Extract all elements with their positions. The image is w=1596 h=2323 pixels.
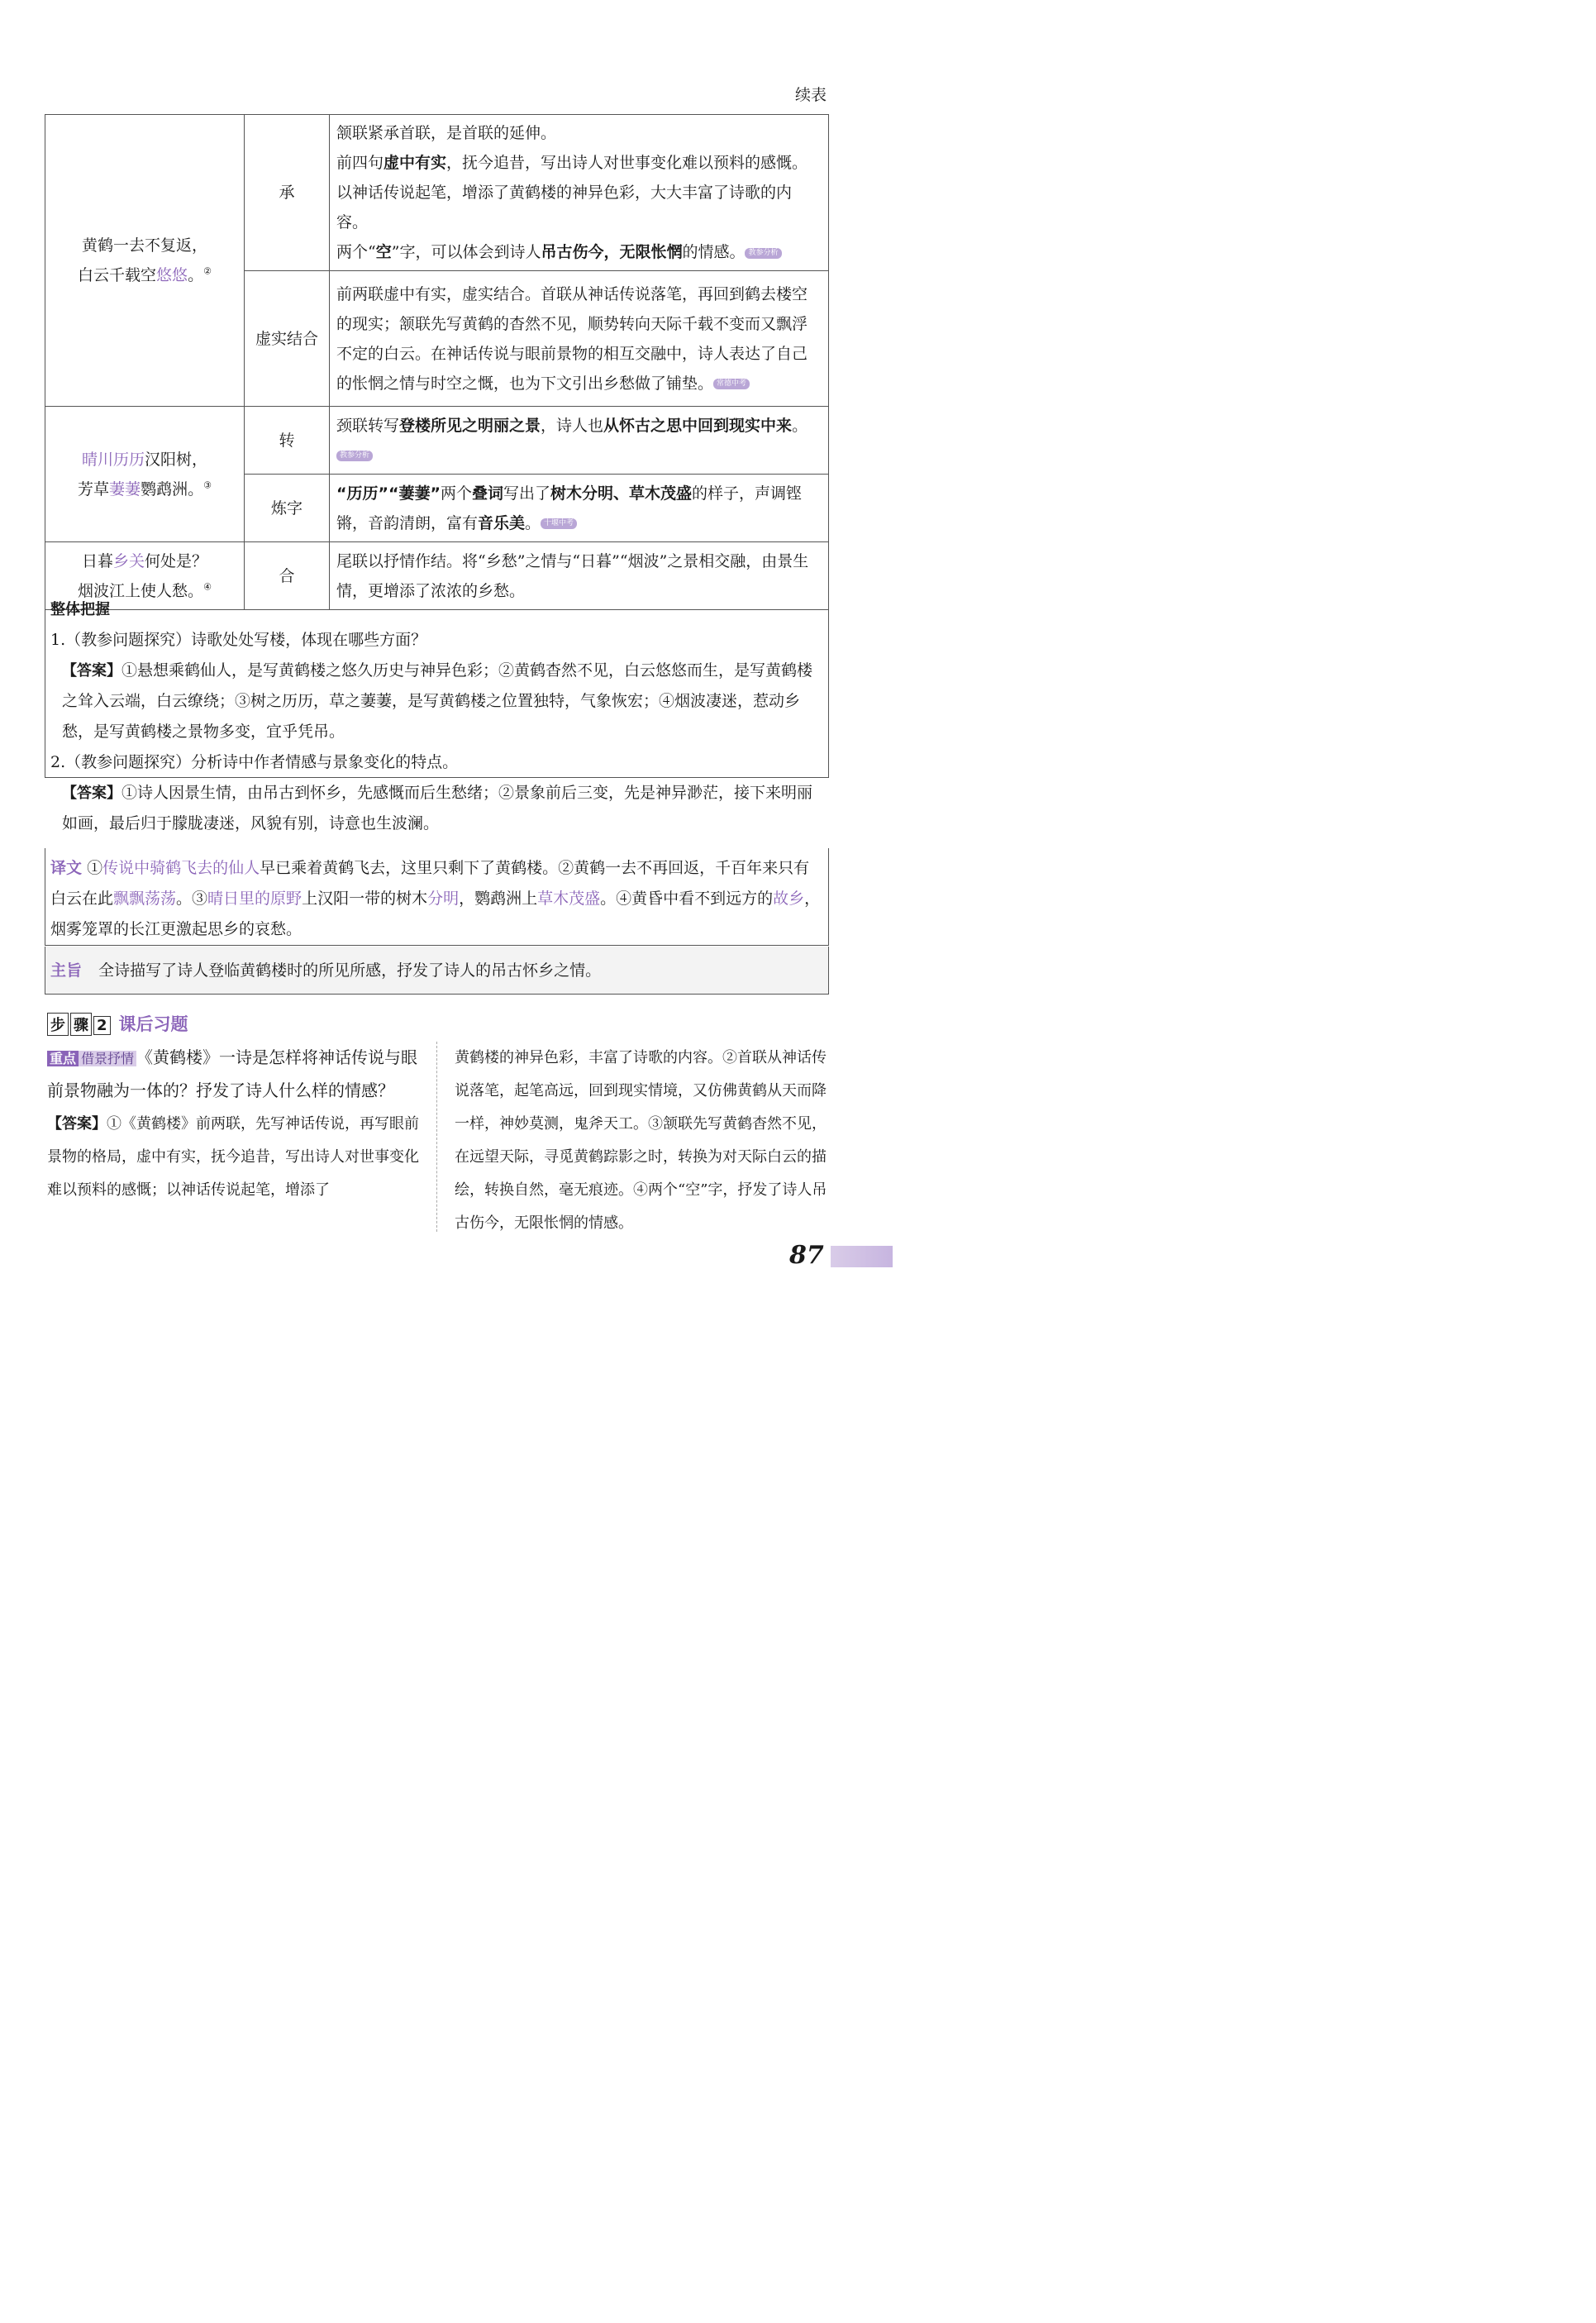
step-title: 课后习题 — [118, 1014, 188, 1034]
lianzi-key-3: 树木分明、草木茂盛 — [550, 484, 693, 503]
poem-line: 日暮 — [81, 551, 113, 570]
lianzi-d: 写出了 — [503, 484, 550, 503]
zhuan-e: 。 — [792, 416, 808, 435]
translation-part: ，鹦鹉洲上 — [459, 890, 538, 908]
poem-keyword: 晴川历历 — [81, 450, 145, 469]
translation-highlight: 故乡 — [773, 890, 805, 908]
step-heading — [47, 1011, 188, 1036]
theme-label: 主旨 — [50, 961, 83, 980]
translation-highlight: 飘飘荡荡 — [113, 890, 177, 908]
cheng-key-2: 空 — [375, 243, 392, 261]
cheng-line-2a: 前四句 — [336, 154, 384, 172]
theme-text: 全诗描写了诗人登临黄鹤楼时的所见所感，抒发了诗人的吊古怀乡之情。 — [98, 961, 602, 980]
cheng-key-3: 吊古伤今，无限怅惘 — [541, 243, 683, 261]
translation-part: 上汉阳一带的树木 — [302, 890, 428, 908]
cheng-line-4e: 的情感。 — [682, 243, 746, 261]
translation-part: ，烟雾笼罩的长江更激起思乡的哀愁。 — [50, 890, 821, 938]
translation-highlight: 晴日里的原野 — [207, 890, 303, 908]
label-lianzi: 炼字 — [245, 475, 330, 542]
xushi-text — [330, 271, 829, 407]
cheng-line-1: 颔联紧承首联，是首联的延伸。 — [336, 124, 557, 142]
page-number: 87 — [789, 1241, 824, 1270]
exercise-question: 《黄鹤楼》一诗是怎样将神话传说与眼前景物融为一体的？抒发了诗人什么样的情感？ — [47, 1047, 418, 1100]
label-cheng: 承 — [245, 115, 330, 271]
translation-label: 译文 — [50, 859, 83, 877]
zhuan-key-1: 登楼所见之明丽之景 — [399, 416, 541, 435]
cheng-line-3: 以神话传说起笔，增添了黄鹤楼的神异色彩，大大丰富了诗歌的内容。 — [336, 184, 793, 231]
zhuan-c: ，诗人也 — [541, 416, 604, 435]
note-mark: ② — [203, 265, 212, 277]
lianzi-b: 两个 — [440, 484, 472, 503]
source-tag: 常德中考 — [713, 379, 750, 389]
translation-part: 早已乘着黄鹤飞去，这里只剩下了黄鹤楼。②黄鹤一去不再回返，千百年来只有白云在此 — [50, 859, 810, 908]
poem-line: 芳草 — [78, 479, 110, 498]
exercise-answer-right: 黄鹤楼的神异色彩，丰富了诗歌的内容。②首联从神话传说落笔，起笔高远，回到现实情境，又仿佛黄鹤从天而降一样，神妙莫测，鬼斧天工。③颔联先写黄鹤杳然不见，在远望天际，寻觅黄鹤踪影之时，转换为对天际白云的描绘，转换自然，毫无痕迹。④两个“空”字，抒发了诗人吊古伤今，无限怅惘的情感。 — [455, 1049, 827, 1232]
translation-part: 。③ — [176, 890, 208, 908]
answer-label: 【答案】 — [47, 1115, 107, 1133]
lianzi-key-1: “历历”“萋萋” — [336, 484, 441, 503]
overall-section — [45, 589, 829, 832]
key-tag: 重点 — [47, 1051, 79, 1066]
translation-highlight: 传说中骑鹤飞去的仙人 — [102, 859, 260, 877]
topic-tag: 借景抒情 — [79, 1051, 136, 1066]
theme-section — [45, 947, 829, 995]
page-number-bar — [831, 1246, 893, 1267]
source-tag: 教参分析 — [745, 248, 781, 259]
xushi-body: 前两联虚中有实，虚实结合。首联从神话传说落笔，再回到鹤去楼空的现实；颔联先写黄鹤的杳然不见，顺势转向天际千载不变而又飘浮不定的白云。在神话传说与眼前景物的相互交融中，诗人表达了自己的怅惘之情与时空之慨，也为下文引出乡愁做了铺垫。 — [336, 284, 808, 393]
step-number: 2 — [93, 1016, 111, 1035]
note-mark: ③ — [203, 479, 212, 491]
answer-label: 【答案】 — [62, 662, 121, 680]
poem-line: 白云千载空 — [78, 266, 157, 284]
lianzi-h: 。 — [525, 513, 541, 532]
he-text: 尾联以抒情作结。将“乡愁”之情与“日暮”“烟波”之景相交融，由景生情，更增添了浓浓的乡愁。 — [330, 542, 829, 610]
poem-cell-1 — [45, 115, 245, 407]
lianzi-key-4: 音乐美 — [478, 513, 526, 532]
label-he: 合 — [245, 542, 330, 610]
poem-keyword: 乡关 — [112, 551, 145, 570]
question-2: 2.（教参问题探究）分析诗中作者情感与景象变化的特点。 — [50, 753, 459, 771]
zhuan-text — [330, 407, 829, 475]
lianzi-text — [330, 475, 829, 542]
poem-line: 烟波江上使人愁。 — [78, 581, 204, 600]
question-1: 1.（教参问题探究）诗歌处处写楼，体现在哪些方面？ — [50, 631, 427, 649]
poem-line: 鹦鹉洲。 — [141, 479, 204, 498]
translation-part: 。④黄昏中看不到远方的 — [600, 890, 774, 908]
cheng-line-4c: ”字，可以体会到诗人 — [391, 243, 541, 261]
lianzi-key-2: 叠词 — [471, 484, 503, 503]
label-xushi: 虚实结合 — [245, 271, 330, 407]
poem-line: 何处是？ — [145, 551, 208, 570]
note-mark: ④ — [203, 581, 212, 593]
label-zhuan: 转 — [245, 407, 330, 475]
cheng-line-2c: ，抚今追昔，写出诗人对世事变化难以预料的感慨。 — [446, 154, 808, 172]
answer-label: 【答案】 — [62, 785, 121, 802]
lianzi-f: 的样子，声调铿锵，音韵清朗，富有 — [336, 484, 803, 532]
translation-highlight: 草木茂盛 — [537, 890, 601, 908]
answer-2: ①诗人因景生情，由吊古到怀乡，先感慨而后生愁绪；②景象前后三变，先是神异渺茫，接下来明丽如画，最后归于朦胧凄迷，风貌有别，诗意也生波澜。 — [62, 784, 813, 832]
poem-analysis-table — [45, 114, 829, 610]
translation-section — [45, 848, 829, 946]
step-char: 骤 — [70, 1013, 92, 1036]
source-tag: 十堰中考 — [541, 518, 577, 529]
cheng-line-4a: 两个“ — [336, 243, 376, 261]
cheng-key-1: 虚中有实 — [384, 154, 447, 172]
poem-line: 汉阳树， — [145, 450, 208, 469]
cheng-text — [330, 115, 829, 271]
column-divider — [436, 1042, 437, 1232]
answer-1: ①悬想乘鹤仙人，是写黄鹤楼之悠久历史与神异色彩；②黄鹤杳然不见，白云悠悠而生，是写黄鹤楼之耸入云端，白云缭绕；③树之历历，草之萋萋，是写黄鹤楼之位置独特，气象恢宏；④烟波凄迷，惹动乡愁，是写黄鹤楼之景物多变，宜乎凭吊。 — [62, 661, 813, 741]
exercise-left-column — [47, 1042, 421, 1206]
poem-cell-2 — [45, 407, 245, 542]
zhuan-a: 颈联转写 — [336, 416, 400, 435]
overall-title: 整体把握 — [50, 601, 110, 618]
translation-part: ① — [87, 859, 103, 877]
exercise-answer-left: ①《黄鹤楼》前两联，先写神话传说，再写眼前景物的格局，虚中有实，抚今追昔，写出诗人对世事变化难以预料的感慨；以神话传说起笔，增添了 — [47, 1115, 419, 1199]
source-tag: 教参分析 — [336, 451, 373, 461]
step-char: 步 — [47, 1013, 69, 1036]
continued-label: 续表 — [794, 86, 827, 104]
poem-punct: 。 — [188, 266, 204, 284]
poem-keyword: 悠悠 — [156, 266, 188, 284]
poem-keyword: 萋萋 — [109, 479, 141, 498]
zhuan-key-2: 从怀古之思中回到现实中来 — [603, 416, 793, 435]
poem-line: 黄鹤一去不复返， — [81, 236, 207, 255]
translation-highlight: 分明 — [427, 890, 460, 908]
